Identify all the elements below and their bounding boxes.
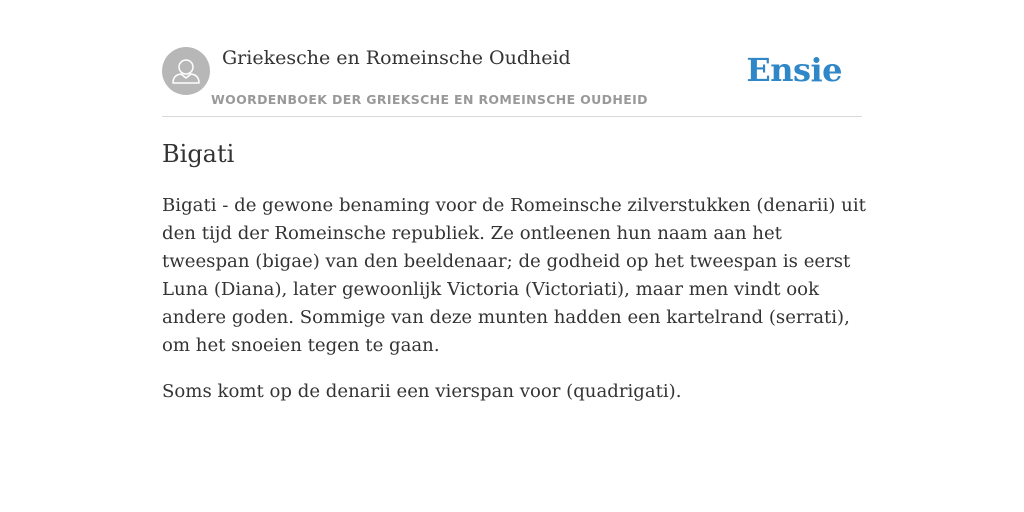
ensie-logo-link[interactable]: Ensie [746,51,842,89]
source-subtitle[interactable]: WOORDENBOEK DER GRIEKSCHE EN ROMEINSCHE OUDHEID [211,92,648,107]
avatar[interactable] [162,47,210,95]
entry-body [162,192,867,424]
entry-title: Bigati [162,140,235,168]
source-title[interactable]: Griekesche en Romeinsche Oudheid [222,47,571,69]
entry-paragraph: Soms komt op de denarii een vierspan voor (quadrigati). [162,381,682,402]
entry-paragraph: Bigati - de gewone benaming voor de Romeinsche zilverstukken (denarii) uit den tijd der Romeinsche republiek. Ze ontleenen hun naam aan het tweespan (bigae) van den beeldenaar; de godheid op het tweespan is eerst Luna (Diana), later gewoonlijk Victoria (Victoriati), maar men vindt ook andere goden. Sommige van deze munten hadden een kartelrand (serrati), om het snoeien tegen te gaan. [162,195,866,356]
user-icon [162,47,210,95]
source-header [162,40,862,117]
